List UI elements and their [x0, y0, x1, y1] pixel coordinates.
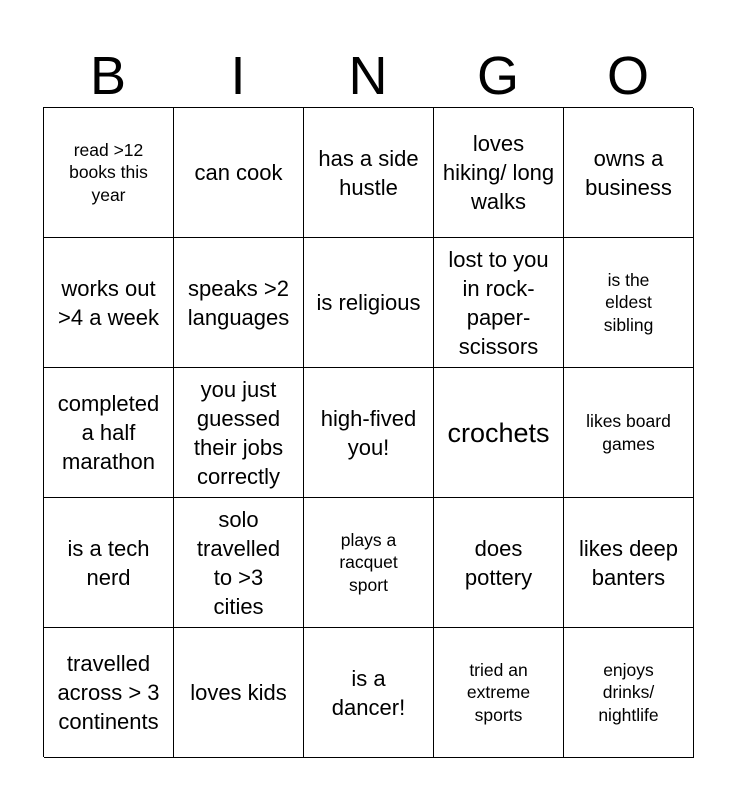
bingo-cell[interactable]	[564, 108, 694, 238]
bingo-cell[interactable]	[304, 498, 434, 628]
bingo-cell[interactable]	[564, 238, 694, 368]
cell-text: tried an extreme sports	[466, 659, 531, 725]
cell-text: likes deep banters	[578, 535, 679, 590]
cell-text: is religious	[316, 290, 421, 315]
bingo-cell[interactable]	[564, 628, 694, 758]
cell-text: works out >4 a week	[58, 275, 159, 330]
header-letter-n: N	[348, 46, 388, 106]
cell-text: loves hiking/ long walks	[442, 131, 555, 214]
cell-text: plays a racquet sport	[339, 529, 398, 595]
bingo-cell[interactable]	[304, 628, 434, 758]
cell-text: is a dancer!	[331, 665, 406, 720]
bingo-cell[interactable]	[434, 628, 564, 758]
header-letter-g: G	[476, 46, 519, 106]
header-letter-b: B	[89, 46, 127, 106]
cell-text: travelled across > 3 continents	[57, 651, 160, 734]
bingo-cell[interactable]	[304, 238, 434, 368]
bingo-cell[interactable]	[44, 498, 174, 628]
cell-text: read >12 books this year	[69, 139, 148, 205]
cell-text: you just guessed their jobs correctly	[193, 376, 284, 489]
cell-text: has a side hustle	[318, 145, 419, 200]
cell-text: loves kids	[190, 680, 287, 705]
bingo-cell[interactable]	[174, 368, 304, 498]
bingo-board	[43, 107, 693, 757]
cell-text: is the eldest sibling	[603, 269, 654, 335]
bingo-cell[interactable]	[44, 368, 174, 498]
bingo-cell[interactable]	[434, 108, 564, 238]
bingo-cell[interactable]	[564, 498, 694, 628]
cell-text: lost to you in rock-paper-scissors	[448, 246, 549, 359]
cell-text: likes board games	[586, 411, 671, 454]
bingo-cell[interactable]	[434, 368, 564, 498]
cell-text: can cook	[194, 160, 283, 185]
bingo-cell[interactable]	[304, 368, 434, 498]
cell-text: owns a business	[585, 145, 672, 200]
bingo-cell[interactable]	[174, 628, 304, 758]
bingo-cell[interactable]	[174, 108, 304, 238]
bingo-cell[interactable]	[174, 498, 304, 628]
bingo-cell[interactable]	[44, 238, 174, 368]
cell-text: completed a half marathon	[57, 391, 160, 474]
bingo-cell[interactable]	[44, 108, 174, 238]
bingo-cell[interactable]	[434, 498, 564, 628]
header-letter-i: I	[230, 46, 246, 106]
cell-text: does pottery	[464, 535, 533, 590]
cell-text: enjoys drinks/ nightlife	[598, 659, 659, 725]
bingo-header	[43, 44, 693, 108]
bingo-cell[interactable]	[174, 238, 304, 368]
cell-text: is a tech nerd	[67, 535, 150, 590]
header-letter-o: O	[606, 46, 649, 106]
bingo-cell[interactable]	[434, 238, 564, 368]
bingo-cell[interactable]	[304, 108, 434, 238]
bingo-cell[interactable]	[564, 368, 694, 498]
cell-text: speaks >2 languages	[187, 275, 290, 330]
cell-text: crochets	[447, 417, 550, 448]
cell-text: solo travelled to >3 cities	[196, 506, 281, 619]
bingo-cell[interactable]	[44, 628, 174, 758]
cell-text: high-fived you!	[320, 405, 417, 460]
